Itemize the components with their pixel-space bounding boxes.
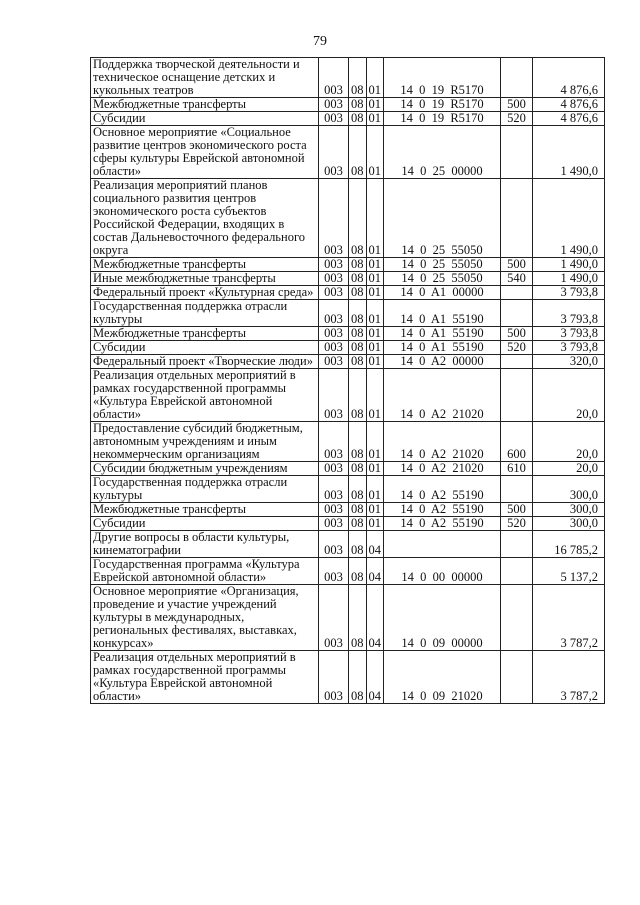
- table-row: [91, 300, 605, 327]
- target-article: 14 0 09 21020: [384, 651, 501, 704]
- table-row: [91, 327, 605, 341]
- target-article: 14 0 A1 55190: [384, 341, 501, 355]
- row-name: Федеральный проект «Культурная среда»: [91, 286, 319, 300]
- target-article: 14 0 19 R5170: [384, 58, 501, 98]
- amount: 4 876,6: [533, 112, 605, 126]
- amount: 320,0: [533, 355, 605, 369]
- row-name: Другие вопросы в области культуры, кинематографии: [91, 531, 319, 558]
- target-article: 14 0 A2 55190: [384, 517, 501, 531]
- target-article: 14 0 00 00000: [384, 558, 501, 585]
- amount: 1 490,0: [533, 258, 605, 272]
- amount: 300,0: [533, 476, 605, 503]
- amount: 20,0: [533, 369, 605, 422]
- target-article: 14 0 19 R5170: [384, 112, 501, 126]
- target-article: 14 0 25 55050: [384, 272, 501, 286]
- section-code: 08: [349, 112, 367, 126]
- subsection-code: 01: [366, 98, 384, 112]
- row-name: Предоставление субсидий бюджетным, автономным учреждениям и иным некоммерческим организациям: [91, 422, 319, 462]
- ministry-code: 003: [319, 58, 349, 98]
- target-article: 14 0 A1 55190: [384, 327, 501, 341]
- ministry-code: 003: [319, 179, 349, 258]
- amount: 5 137,2: [533, 558, 605, 585]
- amount: 3 793,8: [533, 300, 605, 327]
- subsection-code: 04: [366, 531, 384, 558]
- page-number: 79: [313, 34, 327, 49]
- target-article: [384, 531, 501, 558]
- table-row: [91, 476, 605, 503]
- ministry-code: 003: [319, 476, 349, 503]
- subsection-code: 01: [366, 286, 384, 300]
- expense-type: [501, 585, 533, 651]
- row-name: Государственная поддержка отрасли культуры: [91, 476, 319, 503]
- ministry-code: 003: [319, 112, 349, 126]
- section-code: 08: [349, 179, 367, 258]
- row-name: Федеральный проект «Творческие люди»: [91, 355, 319, 369]
- subsection-code: 01: [366, 503, 384, 517]
- expense-type: 610: [501, 462, 533, 476]
- subsection-code: 01: [366, 300, 384, 327]
- section-code: 08: [349, 258, 367, 272]
- row-name: Реализация мероприятий планов социального развития центров экономического роста субъектов Российской Федерации, входящих в состав Дальневосточного федерального округа: [91, 179, 319, 258]
- ministry-code: 003: [319, 369, 349, 422]
- table-row: [91, 179, 605, 258]
- section-code: 08: [349, 126, 367, 179]
- section-code: 08: [349, 272, 367, 286]
- ministry-code: 003: [319, 258, 349, 272]
- expense-type: [501, 651, 533, 704]
- row-name: Иные межбюджетные трансферты: [91, 272, 319, 286]
- subsection-code: 01: [366, 517, 384, 531]
- ministry-code: 003: [319, 503, 349, 517]
- table-row: [91, 258, 605, 272]
- section-code: 08: [349, 422, 367, 462]
- expense-type: 600: [501, 422, 533, 462]
- section-code: 08: [349, 58, 367, 98]
- row-name: Реализация отдельных мероприятий в рамках государственной программы «Культура Еврейской автономной области»: [91, 369, 319, 422]
- section-code: 08: [349, 355, 367, 369]
- expense-type: [501, 286, 533, 300]
- target-article: 14 0 A2 55190: [384, 476, 501, 503]
- expense-type: 520: [501, 341, 533, 355]
- row-name: Межбюджетные трансферты: [91, 327, 319, 341]
- section-code: 08: [349, 517, 367, 531]
- target-article: 14 0 A2 00000: [384, 355, 501, 369]
- expense-type: 500: [501, 258, 533, 272]
- table-row: [91, 98, 605, 112]
- table-row: [91, 585, 605, 651]
- table-row: [91, 651, 605, 704]
- subsection-code: 01: [366, 58, 384, 98]
- subsection-code: 04: [366, 558, 384, 585]
- amount: 1 490,0: [533, 126, 605, 179]
- table-row: [91, 558, 605, 585]
- table-row: [91, 58, 605, 98]
- amount: 16 785,2: [533, 531, 605, 558]
- section-code: 08: [349, 558, 367, 585]
- expense-type: 540: [501, 272, 533, 286]
- amount: 3 793,8: [533, 327, 605, 341]
- expense-type: [501, 179, 533, 258]
- expense-type: 500: [501, 327, 533, 341]
- target-article: 14 0 A2 21020: [384, 462, 501, 476]
- table-row: [91, 369, 605, 422]
- row-name: Государственная программа «Культура Еврейской автономной области»: [91, 558, 319, 585]
- ministry-code: 003: [319, 517, 349, 531]
- section-code: 08: [349, 585, 367, 651]
- expense-type: [501, 558, 533, 585]
- table-row: [91, 112, 605, 126]
- amount: 1 490,0: [533, 272, 605, 286]
- expense-type: [501, 126, 533, 179]
- subsection-code: 01: [366, 341, 384, 355]
- expense-type: [501, 531, 533, 558]
- table-row: [91, 126, 605, 179]
- subsection-code: 01: [366, 462, 384, 476]
- target-article: 14 0 A2 55190: [384, 503, 501, 517]
- expense-type: 500: [501, 503, 533, 517]
- subsection-code: 01: [366, 476, 384, 503]
- row-name: Субсидии: [91, 112, 319, 126]
- subsection-code: 04: [366, 585, 384, 651]
- section-code: 08: [349, 503, 367, 517]
- section-code: 08: [349, 369, 367, 422]
- amount: 3 787,2: [533, 651, 605, 704]
- amount: 300,0: [533, 517, 605, 531]
- expense-type: 500: [501, 98, 533, 112]
- section-code: 08: [349, 341, 367, 355]
- target-article: 14 0 A2 21020: [384, 422, 501, 462]
- subsection-code: 04: [366, 651, 384, 704]
- row-name: Государственная поддержка отрасли культуры: [91, 300, 319, 327]
- amount: 4 876,6: [533, 58, 605, 98]
- ministry-code: 003: [319, 585, 349, 651]
- expense-type: [501, 355, 533, 369]
- ministry-code: 003: [319, 286, 349, 300]
- ministry-code: 003: [319, 531, 349, 558]
- amount: 3 793,8: [533, 286, 605, 300]
- ministry-code: 003: [319, 558, 349, 585]
- row-name: Основное мероприятие «Организация, проведение и участие учреждений культуры в международных, региональных фестивалях, выставках, конкурсах»: [91, 585, 319, 651]
- ministry-code: 003: [319, 272, 349, 286]
- target-article: 14 0 09 00000: [384, 585, 501, 651]
- subsection-code: 01: [366, 422, 384, 462]
- table-row: [91, 341, 605, 355]
- ministry-code: 003: [319, 98, 349, 112]
- row-name: Основное мероприятие «Социальное развитие центров экономического роста сферы культуры Еврейской автономной области»: [91, 126, 319, 179]
- row-name: Межбюджетные трансферты: [91, 258, 319, 272]
- subsection-code: 01: [366, 327, 384, 341]
- section-code: 08: [349, 286, 367, 300]
- table-row: [91, 531, 605, 558]
- expense-type: [501, 476, 533, 503]
- ministry-code: 003: [319, 300, 349, 327]
- expense-type: [501, 369, 533, 422]
- amount: 300,0: [533, 503, 605, 517]
- expense-type: 520: [501, 112, 533, 126]
- table-row: [91, 517, 605, 531]
- table-row: [91, 355, 605, 369]
- subsection-code: 01: [366, 179, 384, 258]
- table-row: [91, 286, 605, 300]
- row-name: Субсидии бюджетным учреждениям: [91, 462, 319, 476]
- table-row: [91, 272, 605, 286]
- amount: 4 876,6: [533, 98, 605, 112]
- row-name: Межбюджетные трансферты: [91, 98, 319, 112]
- subsection-code: 01: [366, 112, 384, 126]
- amount: 3 793,8: [533, 341, 605, 355]
- ministry-code: 003: [319, 651, 349, 704]
- ministry-code: 003: [319, 341, 349, 355]
- row-name: Субсидии: [91, 517, 319, 531]
- amount: 1 490,0: [533, 179, 605, 258]
- row-name: Поддержка творческой деятельности и техническое оснащение детских и кукольных театров: [91, 58, 319, 98]
- section-code: 08: [349, 462, 367, 476]
- table-row: [91, 422, 605, 462]
- ministry-code: 003: [319, 355, 349, 369]
- section-code: 08: [349, 300, 367, 327]
- expense-type: [501, 300, 533, 327]
- target-article: 14 0 25 55050: [384, 179, 501, 258]
- amount: 20,0: [533, 462, 605, 476]
- target-article: 14 0 A2 21020: [384, 369, 501, 422]
- target-article: 14 0 A1 00000: [384, 286, 501, 300]
- target-article: 14 0 19 R5170: [384, 98, 501, 112]
- expense-type: 520: [501, 517, 533, 531]
- target-article: 14 0 25 55050: [384, 258, 501, 272]
- expense-type: [501, 58, 533, 98]
- table-row: [91, 503, 605, 517]
- row-name: Межбюджетные трансферты: [91, 503, 319, 517]
- budget-table: [90, 57, 605, 704]
- subsection-code: 01: [366, 126, 384, 179]
- amount: 20,0: [533, 422, 605, 462]
- target-article: 14 0 25 00000: [384, 126, 501, 179]
- section-code: 08: [349, 531, 367, 558]
- section-code: 08: [349, 98, 367, 112]
- row-name: Субсидии: [91, 341, 319, 355]
- target-article: 14 0 A1 55190: [384, 300, 501, 327]
- amount: 3 787,2: [533, 585, 605, 651]
- ministry-code: 003: [319, 327, 349, 341]
- section-code: 08: [349, 476, 367, 503]
- subsection-code: 01: [366, 355, 384, 369]
- section-code: 08: [349, 327, 367, 341]
- ministry-code: 003: [319, 422, 349, 462]
- row-name: Реализация отдельных мероприятий в рамках государственной программы «Культура Еврейской автономной области»: [91, 651, 319, 704]
- subsection-code: 01: [366, 369, 384, 422]
- ministry-code: 003: [319, 462, 349, 476]
- subsection-code: 01: [366, 272, 384, 286]
- ministry-code: 003: [319, 126, 349, 179]
- section-code: 08: [349, 651, 367, 704]
- table-body: [91, 58, 605, 704]
- subsection-code: 01: [366, 258, 384, 272]
- table-row: [91, 462, 605, 476]
